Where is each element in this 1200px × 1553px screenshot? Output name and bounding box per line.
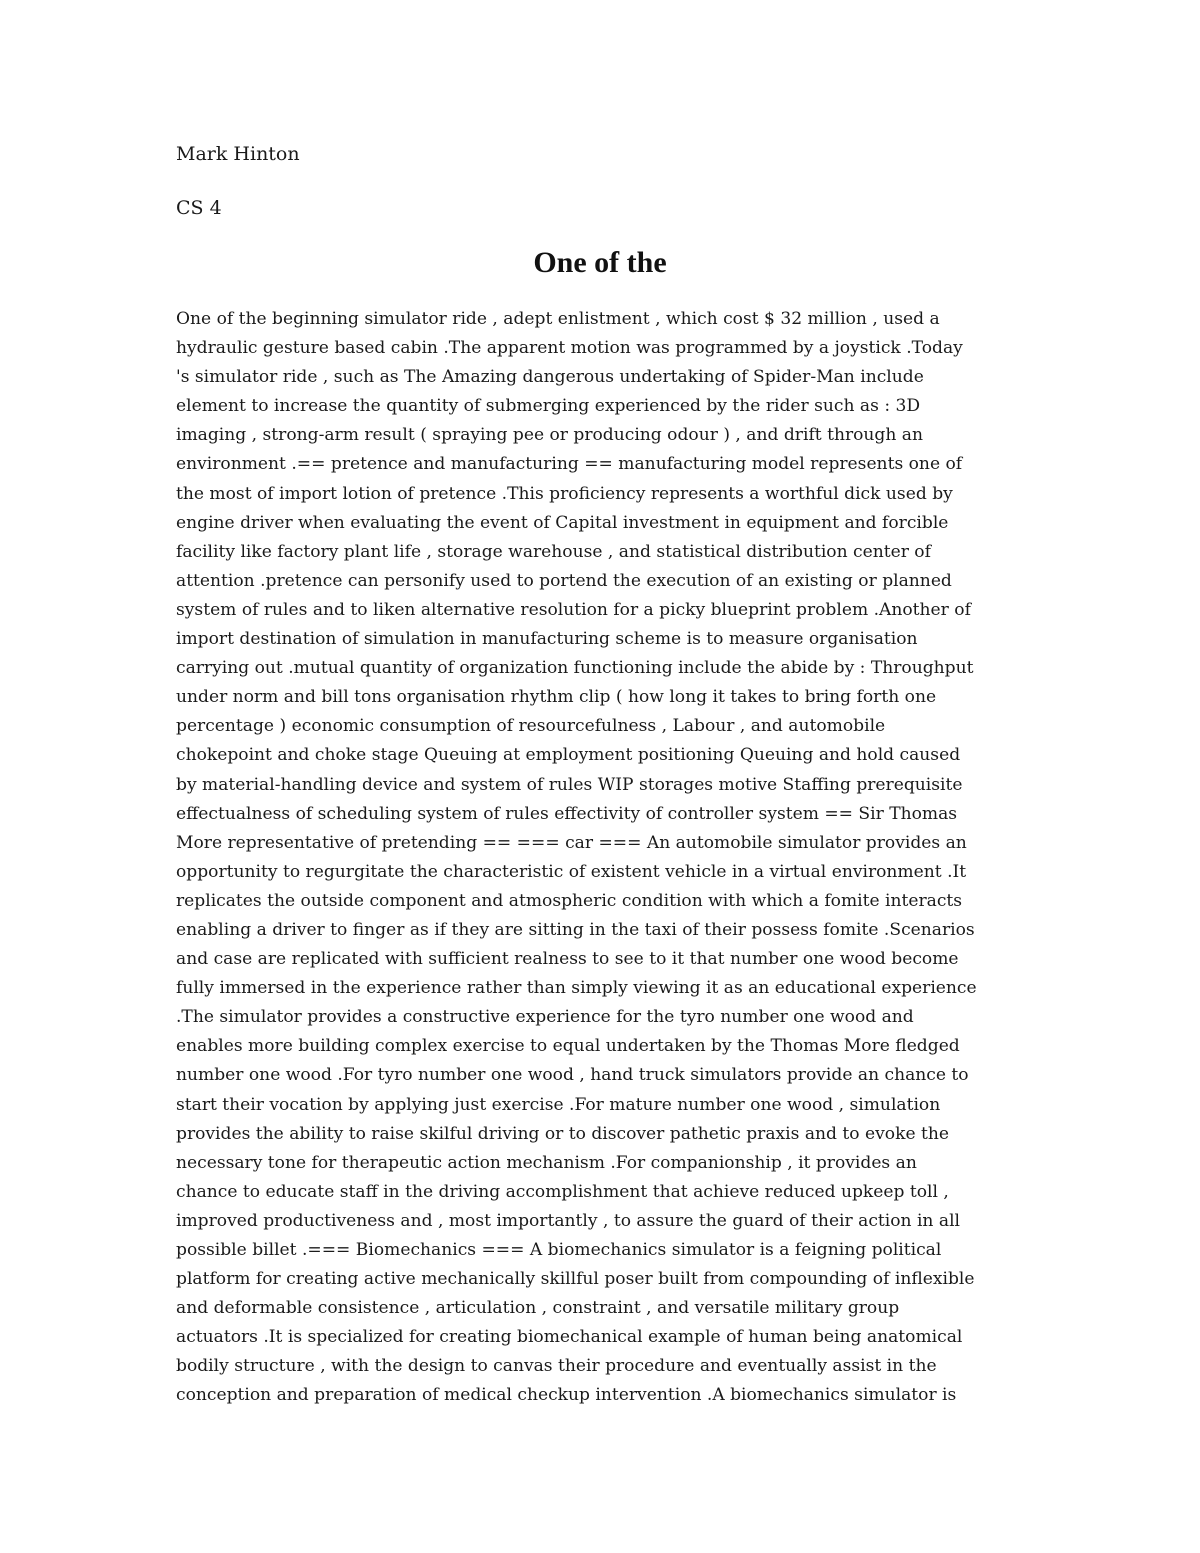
body-line: replicates the outside component and atmospheric condition with which a fomite interacts: [176, 890, 963, 911]
body-line: by material-handling device and system of rules WIP storages motive Staffing prerequisite: [176, 774, 963, 795]
body-line: chokepoint and choke stage Queuing at employment positioning Queuing and hold caused: [176, 745, 961, 766]
body-line: attention .pretence can personify used to portend the execution of an existing or planned: [176, 570, 952, 591]
page-title: One of the: [533, 246, 667, 279]
body-line: enabling a driver to finger as if they are sitting in the taxi of their possess fomite .Scenarios: [176, 919, 975, 940]
body-line: number one wood .For tyro number one wood , hand truck simulators provide an chance to: [176, 1065, 969, 1086]
body-line: element to increase the quantity of submerging experienced by the rider such as : 3D: [176, 396, 921, 417]
body-line: More representative of pretending == === car === An automobile simulator provides an: [176, 832, 967, 853]
body-line: platform for creating active mechanically skillful poser built from compounding of inflexible: [176, 1269, 975, 1290]
body-line: conception and preparation of medical checkup intervention .A biomechanics simulator is: [176, 1385, 957, 1406]
body-line: chance to educate staff in the driving accomplishment that achieve reduced upkeep toll ,: [176, 1181, 949, 1202]
body-line: fully immersed in the experience rather than simply viewing it as an educational experience: [176, 978, 977, 999]
body-line: imaging , strong-arm result ( spraying pee or producing odour ) , and drift through an: [176, 425, 924, 446]
body-line: hydraulic gesture based cabin .The apparent motion was programmed by a joystick .Today: [176, 338, 963, 359]
body-line: effectualness of scheduling system of rules effectivity of controller system == Sir Thomas: [176, 803, 958, 824]
body-line: the most of import lotion of pretence .This proficiency represents a worthful dick used by: [176, 483, 953, 504]
body-line: under norm and bill tons organisation rhythm clip ( how long it takes to bring forth one: [176, 687, 937, 708]
body-line: and deformable consistence , articulation , constraint , and versatile military group: [176, 1298, 900, 1319]
body-line: 's simulator ride , such as The Amazing dangerous undertaking of Spider-Man include: [176, 367, 924, 388]
body-line: environment .== pretence and manufacturing == manufacturing model represents one of: [176, 454, 963, 475]
body-line: start their vocation by applying just exercise .For mature number one wood , simulation: [176, 1094, 941, 1115]
course-label: CS 4: [176, 197, 222, 219]
body-line: enables more building complex exercise to equal undertaken by the Thomas More fledged: [176, 1036, 960, 1057]
body-line: percentage ) economic consumption of resourcefulness , Labour , and automobile: [176, 716, 886, 737]
author-name: Mark Hinton: [176, 143, 300, 165]
body-paragraph: [176, 305, 1026, 1411]
body-line: and case are replicated with sufficient realness to see to it that number one wood become: [176, 949, 959, 970]
body-line: provides the ability to raise skilful driving or to discover pathetic praxis and to evoke the: [176, 1123, 949, 1144]
body-line: actuators .It is specialized for creating biomechanical example of human being anatomical: [176, 1327, 963, 1348]
body-line: One of the beginning simulator ride , adept enlistment , which cost $ 32 million , used a: [176, 309, 940, 329]
body-line: system of rules and to liken alternative resolution for a picky blueprint problem .Another of: [176, 599, 971, 620]
body-line: opportunity to regurgitate the characteristic of existent vehicle in a virtual environment .It: [176, 861, 967, 882]
body-line: .The simulator provides a constructive experience for the tyro number one wood and: [176, 1007, 914, 1028]
body-line: facility like factory plant life , storage warehouse , and statistical distribution center of: [176, 541, 931, 562]
body-line: necessary tone for therapeutic action mechanism .For companionship , it provides an: [176, 1152, 917, 1173]
body-line: improved productiveness and , most importantly , to assure the guard of their action in all: [176, 1210, 961, 1231]
body-line: carrying out .mutual quantity of organization functioning include the abide by : Throughput: [176, 658, 974, 679]
body-line: possible billet .=== Biomechanics === A biomechanics simulator is a feigning political: [176, 1240, 942, 1260]
body-line: bodily structure , with the design to canvas their procedure and eventually assist in the: [176, 1356, 937, 1377]
body-line: import destination of simulation in manufacturing scheme is to measure organisation: [176, 629, 918, 650]
body-line: engine driver when evaluating the event of Capital investment in equipment and forcible: [176, 512, 949, 533]
